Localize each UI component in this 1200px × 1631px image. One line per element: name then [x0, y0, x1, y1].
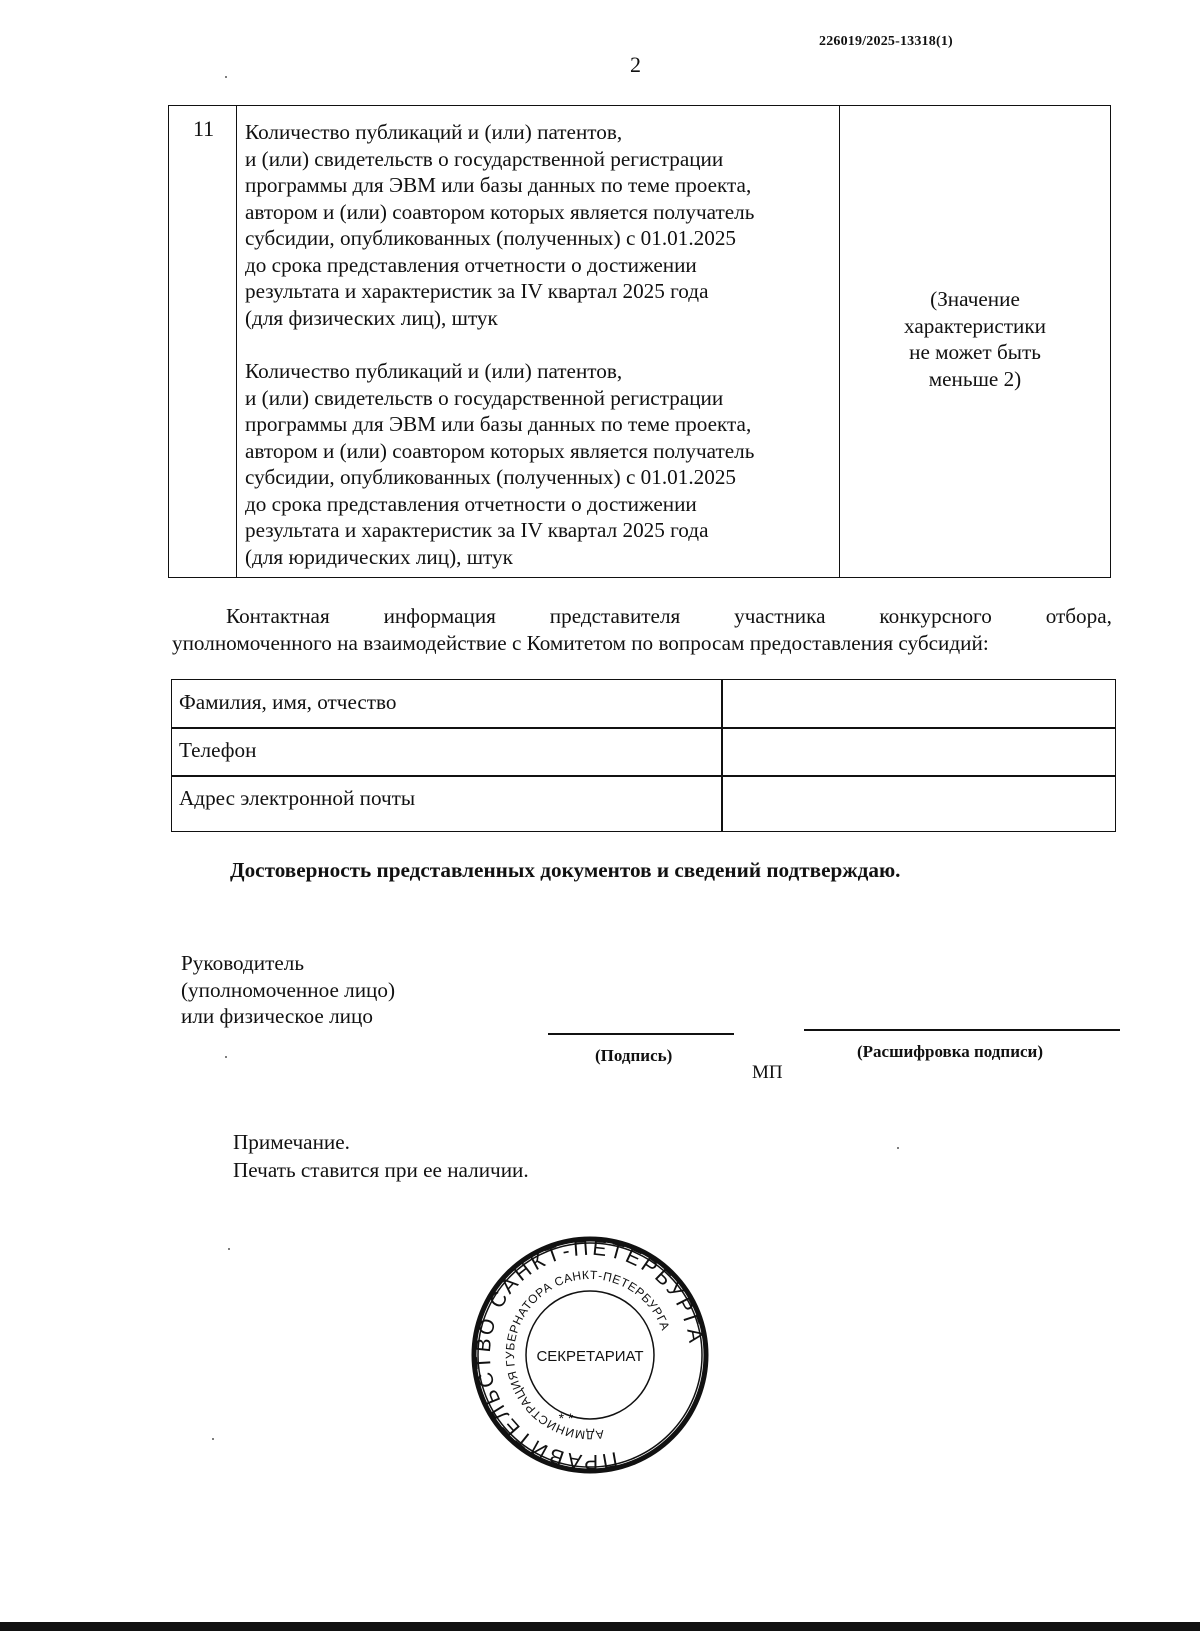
stamp-inner-text: АДМИНИСТРАЦИЯ ГУБЕРНАТОРА САНКТ-ПЕТЕРБУРГА	[502, 1267, 673, 1443]
phone-label: Телефон	[179, 738, 257, 762]
decoding-line	[804, 1029, 1120, 1031]
scan-speck	[225, 1056, 227, 1058]
description-individuals: Количество публикаций и (или) патентов, и (или) свидетельств о государственной регистрации программы для ЭВМ или базы данных по теме проекта, автором и (или) соавтором которых является получатель субсидии, опубликованных (полученных) с 01.01.2025 до срока представления отчетности о достижении результата и характеристик за IV квартал 2025 года (для физических лиц), штук	[245, 120, 755, 330]
characteristics-table	[168, 105, 1111, 578]
contact-intro	[172, 603, 1112, 656]
description-legal-entities: Количество публикаций и (или) патентов, и (или) свидетельств о государственной регистрации программы для ЭВМ или базы данных по теме проекта, автором и (или) соавтором которых является получатель субсидии, опубликованных (полученных) с 01.01.2025 до срока представления отчетности о достижении результата и характеристик за IV квартал 2025 года (для юридических лиц), штук	[245, 359, 755, 569]
contact-row-phone	[172, 728, 1115, 775]
scan-speck	[897, 1147, 899, 1149]
intro-word: представителя	[549, 604, 681, 628]
contact-row-email	[172, 776, 1115, 831]
contact-intro-line-1	[172, 603, 1112, 630]
scan-speck	[228, 1248, 230, 1250]
description-cell	[237, 106, 840, 577]
row-number: 11	[193, 116, 215, 141]
contact-table	[171, 679, 1116, 832]
full-name-label: Фамилия, имя, отчество	[179, 690, 397, 714]
note: Примечание. Печать ставится при ее наличии.	[233, 1130, 529, 1182]
intro-word: информация	[383, 604, 496, 628]
scan-speck	[212, 1438, 214, 1440]
page-number: 2	[630, 52, 641, 77]
stamp-outer-text: ПРАВИТЕЛЬСТВО САНКТ-ПЕТЕРБУРГА	[471, 1236, 708, 1474]
intro-word: участника	[734, 604, 826, 628]
seal-place-label: МП	[752, 1062, 783, 1083]
contact-intro-line-2: уполномоченного на взаимодействие с Комитетом по вопросам предоставления субсидий:	[172, 630, 989, 655]
intro-word: отбора,	[1045, 604, 1112, 628]
scan-speck	[225, 76, 227, 78]
intro-word: Контактная	[226, 604, 330, 628]
stamp-center-text: СЕКРЕТАРИАТ	[536, 1348, 644, 1365]
intro-word: конкурсного	[879, 604, 992, 628]
confirmation-statement: Достоверность представленных документов и сведений подтверждаю.	[230, 858, 901, 882]
signature-label: (Подпись)	[595, 1046, 673, 1065]
scan-edge-bar	[0, 1622, 1200, 1631]
value-note: (Значение характеристики не может быть меньше 2)	[904, 287, 1046, 391]
document-number: 226019/2025-13318(1)	[819, 34, 953, 49]
signer-title: Руководитель (уполномоченное лицо) или физическое лицо	[181, 951, 396, 1028]
email-label: Адрес электронной почты	[179, 786, 416, 810]
row-number-cell	[169, 106, 237, 577]
decoding-label: (Расшифровка подписи)	[857, 1042, 1043, 1061]
contact-row-name	[172, 680, 1115, 727]
official-stamp	[470, 1235, 710, 1475]
stamp-stars: * *	[558, 1410, 574, 1426]
value-cell	[840, 106, 1110, 577]
signature-line	[548, 1033, 734, 1035]
